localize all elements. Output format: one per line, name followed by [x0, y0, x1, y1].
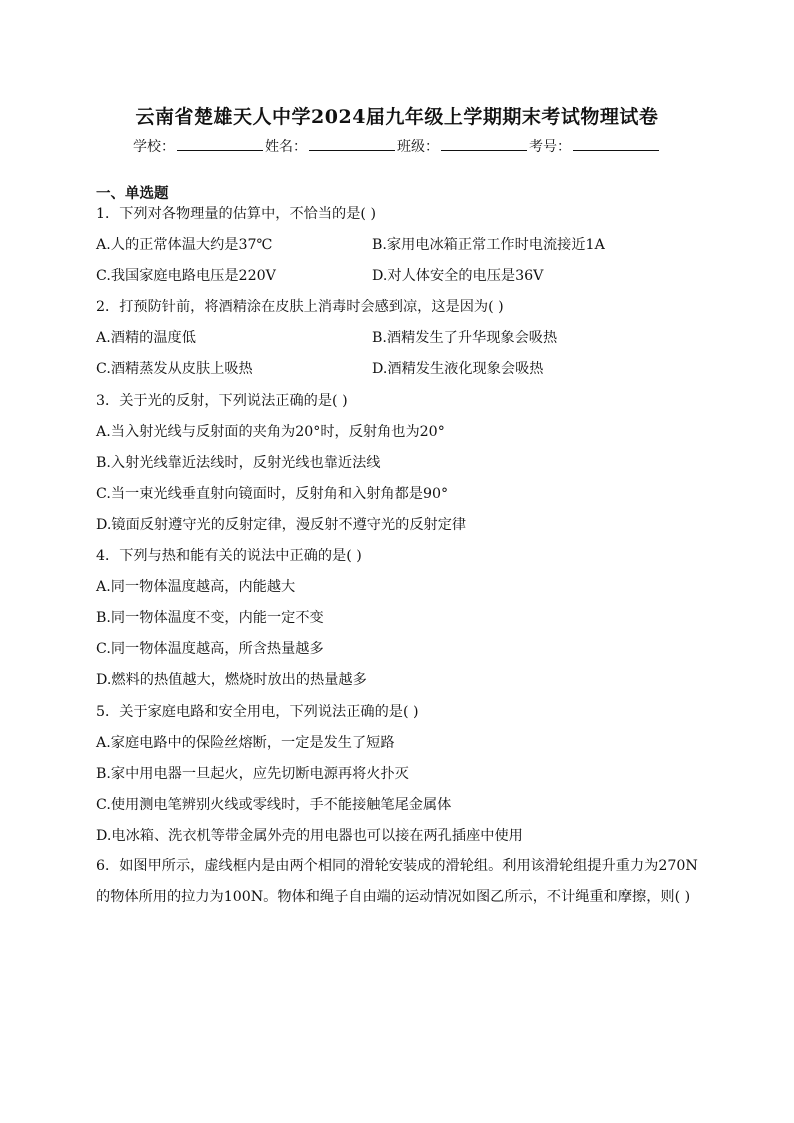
question-5-option-a: A.家庭电路中的保险丝熔断，一定是发生了短路 [96, 735, 395, 751]
question-5-option-b: B.家中用电器一旦起火，应先切断电源再将火扑灭 [96, 766, 409, 782]
class-label: 班级： [397, 139, 439, 155]
student-info-fields [0, 136, 794, 156]
question-4-option-b: B.同一物体温度不变，内能一定不变 [96, 610, 324, 626]
question-4-stem: 4．下列与热和能有关的说法中正确的是( ) [96, 548, 362, 564]
school-blank [177, 137, 263, 151]
question-4-option-c: C.同一物体温度越高，所含热量越多 [96, 641, 324, 657]
question-4-option-d: D.燃料的热值越大，燃烧时放出的热量越多 [96, 672, 367, 688]
question-1-option-b: B.家用电冰箱正常工作时电流接近1A [372, 237, 605, 253]
question-5-option-c: C.使用测电笔辨别火线或零线时，手不能接触笔尾金属体 [96, 797, 452, 813]
question-1-option-c: C.我国家庭电路电压是220V [96, 268, 276, 284]
question-2-option-a: A.酒精的温度低 [96, 330, 196, 346]
question-4-option-a: A.同一物体温度越高，内能越大 [96, 579, 296, 595]
question-3-stem: 3．关于光的反射，下列说法正确的是( ) [96, 393, 348, 409]
question-5-stem: 5．关于家庭电路和安全用电，下列说法正确的是( ) [96, 704, 419, 720]
question-6-stem: 6．如图甲所示，虚线框内是由两个相同的滑轮安装成的滑轮组。利用该滑轮组提升重力为270N的物体所用的拉力为100N。物体和绳子自由端的运动情况如图乙所示，不计绳重和摩擦，则( ) [96, 858, 698, 905]
name-label: 姓名： [265, 139, 307, 155]
question-1-option-d: D.对人体安全的电压是36V [372, 268, 544, 284]
question-3-option-c: C.当一束光线垂直射向镜面时，反射角和入射角都是90° [96, 486, 449, 502]
number-label: 考号： [529, 139, 571, 155]
question-2-option-c: C.酒精蒸发从皮肤上吸热 [96, 361, 253, 377]
question-2-option-d: D.酒精发生液化现象会吸热 [372, 361, 544, 377]
number-blank [573, 137, 659, 151]
question-3-option-b: B.入射光线靠近法线时，反射光线也靠近法线 [96, 455, 381, 471]
school-label: 学校： [133, 139, 175, 155]
exam-title: 云南省楚雄天人中学2024届九年级上学期期末考试物理试卷 [135, 106, 659, 128]
class-blank [441, 137, 527, 151]
question-2-option-b: B.酒精发生了升华现象会吸热 [372, 330, 558, 346]
section-heading: 一、单选题 [96, 185, 169, 202]
name-blank [309, 137, 395, 151]
question-5-option-d: D.电冰箱、洗衣机等带金属外壳的用电器也可以接在两孔插座中使用 [96, 828, 523, 844]
question-1-stem: 1．下列对各物理量的估算中，不恰当的是( ) [96, 206, 376, 222]
question-3-option-a: A.当入射光线与反射面的夹角为20°时，反射角也为20° [96, 424, 445, 440]
question-3-option-d: D.镜面反射遵守光的反射定律，漫反射不遵守光的反射定律 [96, 517, 467, 533]
question-2-stem: 2．打预防针前，将酒精涂在皮肤上消毒时会感到凉，这是因为( ) [96, 299, 504, 315]
question-1-option-a: A.人的正常体温大约是37℃ [96, 237, 273, 253]
